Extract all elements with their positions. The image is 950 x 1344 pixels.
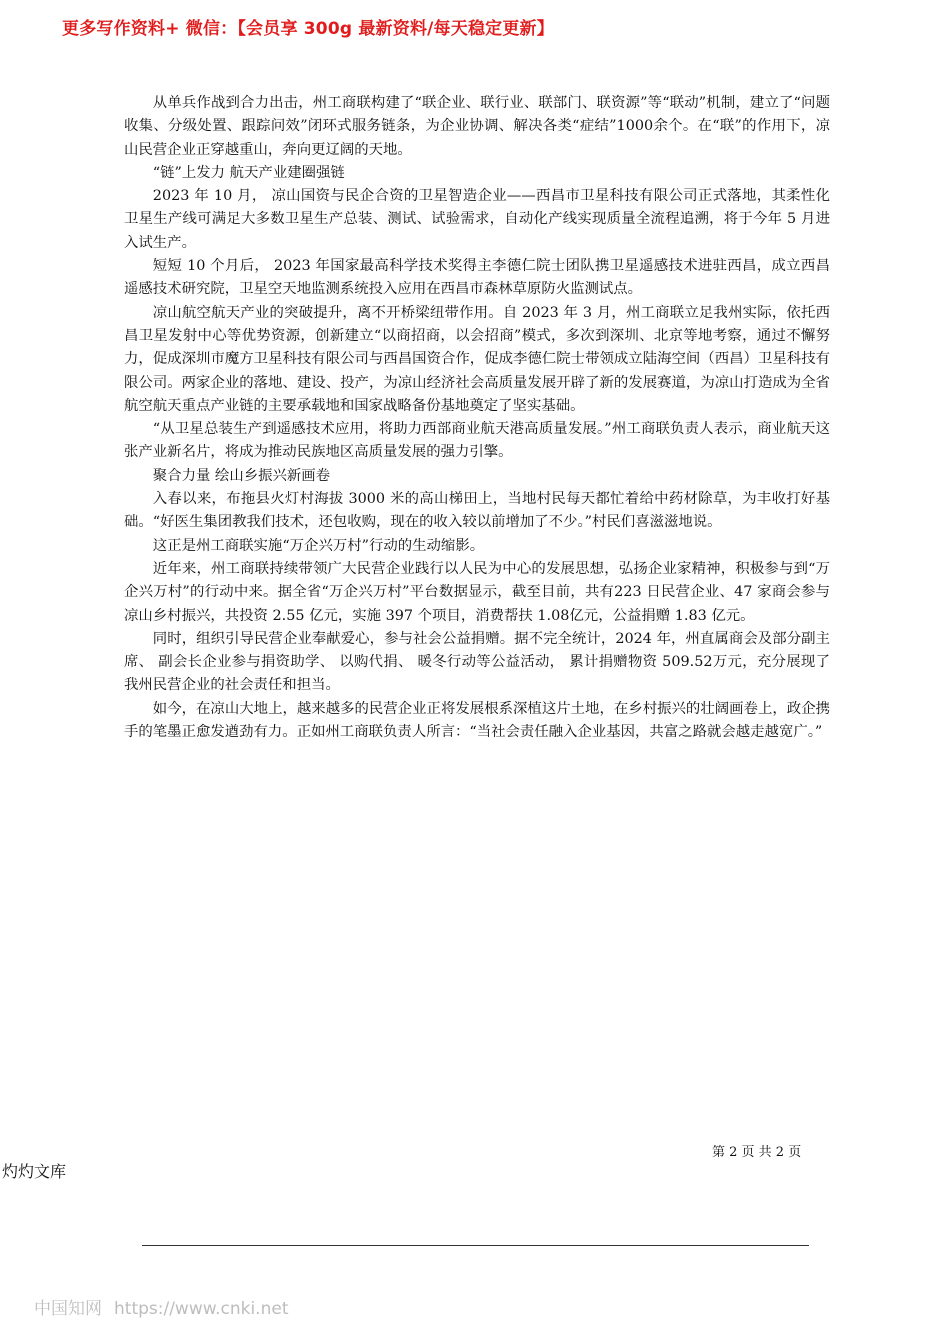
article-paragraph: 同时，组织引导民营企业奉献爱心，参与社会公益捐赠。据不完全统计，2024 年，州直属商会及部分副主席、 副会长企业参与捐资助学、 以购代捐、 暖冬行动等公益活动， 累计捐赠物资 509.52万元，充分展现了我州民营企业的社会责任和担当。 xyxy=(124,630,830,694)
footer-divider xyxy=(142,1245,809,1246)
library-label: 灼灼文库 xyxy=(2,1162,67,1181)
article-paragraph: 凉山航空航天产业的突破提升，离不开桥梁纽带作用。自 2023 年 3 月，州工商联立足我州实际，依托西昌卫星发射中心等优势资源，创新建立“以商招商，以会招商”模式，多次到深圳、北京等地考察，通过不懈努力，促成深圳市魔方卫星科技有限公司与西昌国资合作，促成李德仁院士带领成立陆海空间（西昌）卫星科技有限公司。两家企业的落地、建设、投产，为凉山经济社会高质量发展开辟了新的发展赛道，为凉山打造成为全省航空航天重点产业链的主要承载地和国家战略备份基地奠定了坚实基础。 xyxy=(124,304,830,414)
article-paragraph: 如今，在凉山大地上，越来越多的民营企业正将发展根系深植这片土地，在乡村振兴的壮阔画卷上，政企携手的笔墨正愈发遒劲有力。正如州工商联负责人所言：“当社会责任融入企业基因，共富之路就会越走越宽广。” xyxy=(124,700,830,741)
article-paragraph: “从卫星总装生产到遥感技术应用，将助力西部商业航天港高质量发展。”州工商联负责人表示，商业航天这张产业新名片，将成为推动民族地区高质量发展的强力引擎。 xyxy=(124,421,830,461)
article-paragraph: 2023 年 10 月， 凉山国资与民企合资的卫星智造企业——西昌市卫星科技有限公司正式落地，其柔性化卫星生产线可满足大多数卫星生产总装、测试、试验需求，自动化产线实现质量全流程追溯，将于今年 5 月进入试生产。 xyxy=(124,188,830,251)
article-body xyxy=(124,92,830,744)
watermark-url: https://www.cnki.net xyxy=(114,1299,289,1319)
page-number: 第 2 页 共 2 页 xyxy=(712,1145,802,1160)
article-paragraph: 短短 10 个月后， 2023 年国家最高科学技术奖得主李德仁院士团队携卫星遥感技术进驻西昌，成立西昌遥感技术研究院，卫星空天地监测系统投入应用在西昌市森林草原防火监测试点。 xyxy=(124,258,830,298)
article-paragraph: 这正是州工商联实施“万企兴万村”行动的生动缩影。 xyxy=(152,537,485,554)
section-heading: “链”上发力 航天产业建圈强链 xyxy=(152,164,345,181)
article-paragraph: 近年来，州工商联持续带领广大民营企业践行以人民为中心的发展思想，弘扬企业家精神，积极参与到“万企兴万村”的行动中来。据全省“万企兴万村”平台数据显示，截至目前，共有223 日民营企业、47 家商会参与凉山乡村振兴，共投资 2.55 亿元，实施 397 个项目，消费帮扶 1.08亿元，公益捐赠 1.83 亿元。 xyxy=(124,560,830,624)
article-paragraph: 入春以来，布拖县火灯村海拔 3000 米的高山梯田上，当地村民每天都忙着给中药材除草，为丰收打好基础。“好医生集团教我们技术，还包收购，现在的收入较以前增加了不少。”村民们喜滋滋地说。 xyxy=(124,491,830,531)
promo-banner: 更多写作资料+ 微信：【会员享 300g 最新资料/每天稳定更新】 xyxy=(62,19,554,39)
article-paragraph: 从单兵作战到合力出击，州工商联构建了“联企业、联行业、联部门、联资源”等“联动”机制，建立了“问题收集、分级处置、跟踪问效”闭环式服务链条，为企业协调、解决各类“症结”1000余个。在“联”的作用下，凉山民营企业正穿越重山，奔向更辽阔的天地。 xyxy=(124,95,830,158)
watermark-site-name: 中国知网 xyxy=(34,1299,102,1319)
cnki-watermark xyxy=(34,1294,288,1319)
section-heading: 聚合力量 绘山乡振兴新画卷 xyxy=(152,467,331,484)
